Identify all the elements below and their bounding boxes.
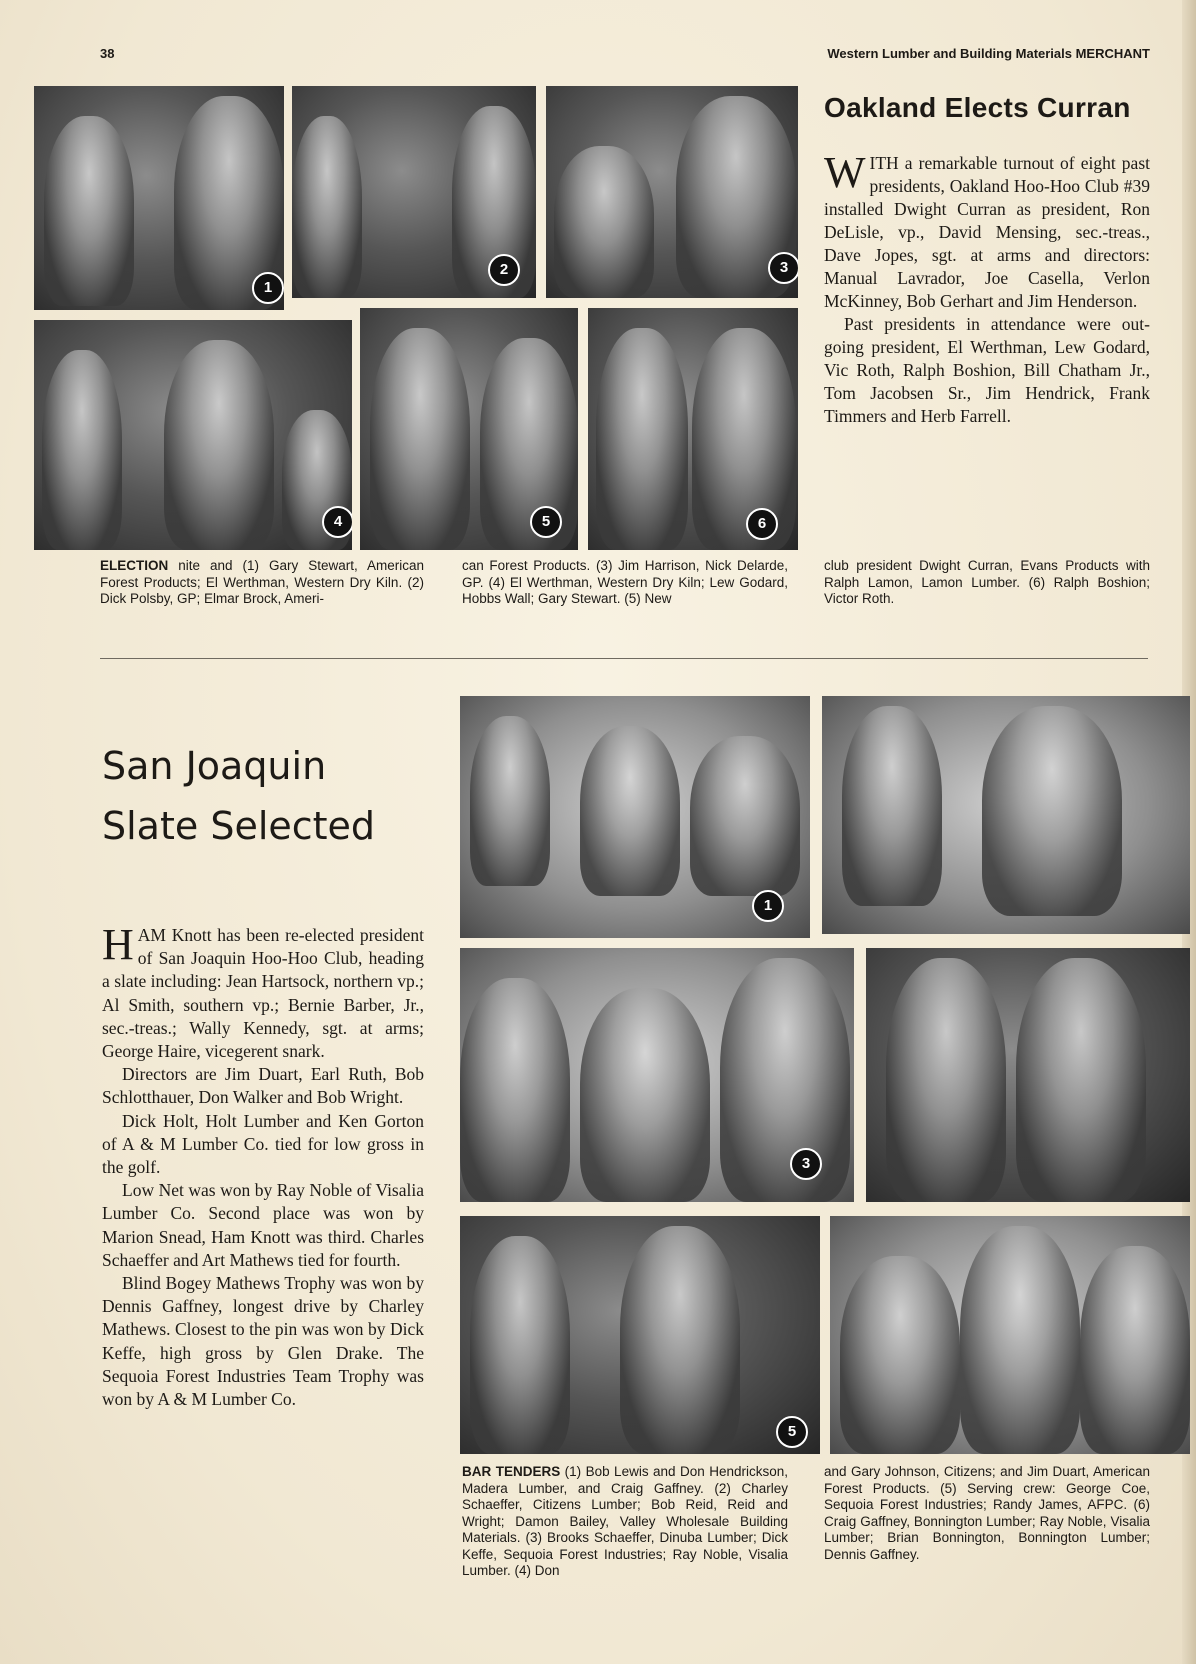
photo-number-badge: 1	[752, 890, 784, 922]
photo-bartenders-3	[460, 948, 854, 1202]
photo-number-badge: 3	[790, 1148, 822, 1180]
drop-cap: H	[102, 920, 134, 969]
page-number: 38	[100, 46, 115, 61]
photo-1	[34, 86, 284, 310]
photo-6	[588, 308, 798, 550]
article-paragraph: HAM Knott has been re-elected president of San Joaquin Hoo-Hoo Club, heading a slate including: Jean Hartsock, northern vp.; Al Smith, southern vp.; Bernie Barber, Jr., sec.-treas.; Wally Kennedy, sgt. at arms; George Haire, vicegerent snark.	[102, 920, 424, 1062]
article-paragraph: Dick Holt, Holt Lumber and Ken Gorton of A & M Lumber Co. tied for low gross in the golf.	[102, 1110, 424, 1178]
photo-caption-col1: BAR TENDERS (1) Bob Lewis and Don Hendrickson, Madera Lumber, and Craig Gaffney. (2) Charley Schaeffer, Citizens Lumber; Bob Reid, Reid and Wright; Damon Bailey, Valley Wholesale Building Materials. (3) Brooks Schaeffer, Dinuba Lumber; Dick Keffe, Sequoia Forest Industries; Ray Noble, Visalia Lumber. (4) Don	[462, 1464, 788, 1578]
photo-number-badge: 6	[746, 508, 778, 540]
photo-number-badge: 1	[252, 272, 284, 304]
photo-caption-col1: ELECTION nite and (1) Gary Stewart, American Forest Products; El Werthman, Western Dry Kiln. (2) Dick Polsby, GP; Elmar Brock, Ameri-	[100, 558, 424, 606]
photo-caption-col2: can Forest Products. (3) Jim Harrison, Nick Delarde, GP. (4) El Werthman, Western Dry Kiln; Lew Godard, Hobbs Wall; Gary Stewart. (5) New	[462, 558, 788, 606]
photo-bartenders-2	[822, 696, 1190, 934]
article-paragraph: Directors are Jim Duart, Earl Ruth, Bob Schlotthauer, Don Walker and Bob Wright.	[102, 1064, 424, 1108]
article-paragraph: WITH a remarkable turnout of eight past presidents, Oakland Hoo-Hoo Club #39 installed Dwight Curran as president, Ron DeLisle, vp., David Mensing, sec.-treas., Dave Jopes, sgt. at arms and directors: Manual Lavrador, Joe Casella, Verlon McKinney, Bob Gerhart and Jim Henderson.	[824, 148, 1150, 311]
publication-name: Western Lumber and Building Materials MERCHANT	[827, 46, 1150, 61]
photo-bartenders-6	[830, 1216, 1190, 1454]
article-body	[824, 148, 1150, 428]
article-body	[102, 920, 424, 1411]
photo-caption-col2: and Gary Johnson, Citizens; and Jim Duart, American Forest Products. (5) Serving crew: George Coe, Sequoia Forest Industries; Randy James, AFPC. (6) Craig Gaffney, Bonnington Lumber; Ray Noble, Visalia Lumber; Brian Bonnington, Bonnington Lumber; Dennis Gaffney.	[824, 1464, 1150, 1562]
photo-5	[360, 308, 578, 550]
drop-cap: W	[824, 148, 866, 197]
photo-bartenders-1	[460, 696, 810, 938]
photo-number-badge: 5	[776, 1416, 808, 1448]
photo-number-badge: 3	[768, 252, 798, 284]
photo-number-badge: 5	[530, 506, 562, 538]
photo-4	[34, 320, 352, 550]
section-divider	[100, 658, 1148, 659]
article-paragraph: Past presidents in attendance were out-going president, El Werthman, Lew Godard, Vic Roth, Ralph Boshion, Bill Chatham Jr., Tom Jacobsen Sr., Jim Hendrick, Frank Timmers and Herb Farrell.	[824, 314, 1150, 426]
article-title: San Joaquin Slate Selected	[102, 744, 376, 848]
photo-bartenders-5	[460, 1216, 820, 1454]
photo-3	[546, 86, 798, 298]
photo-bartenders-4	[866, 948, 1190, 1202]
article-paragraph: Low Net was won by Ray Noble of Visalia Lumber Co. Second place was won by Marion Snead, Ham Knott was third. Charles Schaeffer and Art Mathews tied for fourth.	[102, 1180, 424, 1270]
photo-2	[292, 86, 536, 298]
photo-number-badge: 2	[488, 254, 520, 286]
photo-caption-col3: club president Dwight Curran, Evans Products with Ralph Lamon, Lamon Lumber. (6) Ralph Boshion; Victor Roth.	[824, 558, 1150, 606]
article-paragraph: Blind Bogey Mathews Trophy was won by Dennis Gaffney, longest drive by Charley Mathews. Closest to the pin was won by Dick Keffe, high gross by Glen Drake. The Sequoia Forest Industries Team Trophy was won by A & M Lumber Co.	[102, 1273, 424, 1410]
photo-number-badge: 4	[322, 506, 352, 538]
article-title: Oakland Elects Curran	[824, 92, 1131, 123]
